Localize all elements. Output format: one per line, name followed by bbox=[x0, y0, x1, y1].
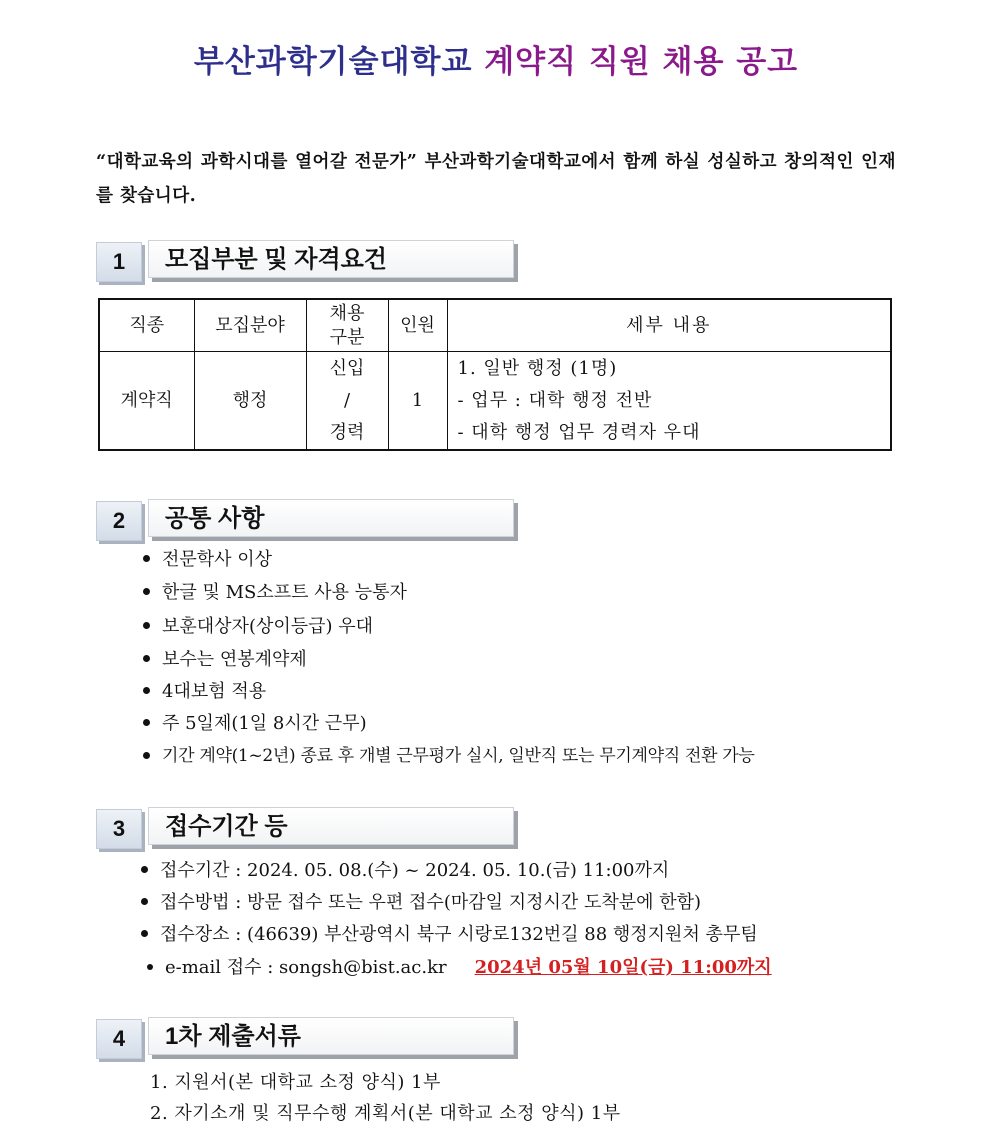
cell-category bbox=[306, 352, 388, 451]
bullet-icon bbox=[143, 752, 150, 759]
title-notice: 계약직 직원 채용 공고 bbox=[484, 44, 799, 80]
bullet-icon bbox=[143, 555, 150, 562]
section-title: 모집부분 및 자격요건 bbox=[148, 240, 514, 278]
bullet-icon bbox=[147, 964, 153, 970]
category-line: 신입 bbox=[329, 357, 365, 379]
cell-count: 1 bbox=[388, 352, 447, 451]
list-item bbox=[147, 953, 772, 979]
section-title: 1차 제출서류 bbox=[148, 1017, 514, 1055]
detail-line: - 대학 행정 업무 경력자 우대 bbox=[457, 421, 701, 443]
section-title: 접수기간 등 bbox=[148, 807, 514, 845]
category-line: / bbox=[343, 389, 351, 411]
list-item: 기간 계약(1~2년) 종료 후 개별 근무평가 실시, 일반직 또는 무기계약직 전환 가능 bbox=[143, 741, 755, 766]
cell-details bbox=[447, 352, 891, 451]
list-item: 4대보험 적용 bbox=[143, 677, 266, 703]
detail-line: - 업무 : 대학 행정 전반 bbox=[457, 389, 653, 411]
list-item: 접수기간 : 2024. 05. 08.(수) ~ 2024. 05. 10.(금) 11:00까지 bbox=[141, 856, 669, 882]
col-header: 직종 bbox=[99, 299, 194, 352]
list-item: 보수는 연봉계약제 bbox=[143, 645, 307, 671]
list-item: 접수장소 : (46639) 부산광역시 북구 시랑로132번길 88 행정지원처 총무팀 bbox=[141, 920, 758, 946]
section-number: 2 bbox=[96, 501, 142, 541]
list-item: 접수방법 : 방문 접수 또는 우편 접수(마감일 지정시간 도착분에 한함) bbox=[141, 888, 701, 914]
col-header: 모집분야 bbox=[194, 299, 306, 352]
bullet-icon bbox=[143, 622, 150, 629]
col-header: 채용 구분 bbox=[306, 299, 388, 352]
bullet-icon bbox=[141, 866, 148, 873]
section-2-header bbox=[96, 499, 522, 543]
section-1-header bbox=[96, 240, 522, 284]
bullet-icon bbox=[141, 930, 148, 937]
page-title bbox=[0, 36, 992, 81]
list-item: 보훈대상자(상이등급) 우대 bbox=[143, 612, 373, 638]
detail-line: 1. 일반 행정 (1명) bbox=[457, 357, 618, 379]
list-item: 2. 자기소개 및 직무수행 계획서(본 대학교 소정 양식) 1부 bbox=[150, 1103, 621, 1124]
col-header: 세부 내용 bbox=[447, 299, 891, 352]
bullet-icon bbox=[143, 588, 150, 595]
intro-text: “대학교육의 과학시대를 열어갈 전문가” 부산과학기술대학교에서 함께 하실 성실하고 창의적인 인재를 찾습니다. bbox=[96, 152, 896, 206]
bullet-icon bbox=[143, 655, 150, 662]
list-item: 주 5일제(1일 8시간 근무) bbox=[143, 709, 367, 735]
bullet-icon bbox=[141, 898, 148, 905]
category-line: 경력 bbox=[329, 421, 365, 443]
section-number: 1 bbox=[96, 242, 142, 282]
section-number: 3 bbox=[96, 809, 142, 849]
section-3-header bbox=[96, 807, 522, 851]
bullet-icon bbox=[143, 719, 150, 726]
table-header-row bbox=[99, 299, 891, 352]
list-item: 전문학사 이상 bbox=[143, 545, 272, 571]
bullet-icon bbox=[143, 687, 150, 694]
section-title: 공통 사항 bbox=[148, 499, 514, 537]
cell-type: 계약직 bbox=[99, 352, 194, 451]
deadline-highlight: 2024년 05월 10일(금) 11:00까지 bbox=[474, 957, 772, 978]
recruit-table bbox=[98, 298, 892, 451]
col-header: 인원 bbox=[388, 299, 447, 352]
list-item: 한글 및 MS소프트 사용 능통자 bbox=[143, 578, 407, 604]
section-4-header bbox=[96, 1017, 522, 1061]
cell-field: 행정 bbox=[194, 352, 306, 451]
email-text: e-mail 접수 : songsh@bist.ac.kr bbox=[165, 957, 447, 978]
section-number: 4 bbox=[96, 1019, 142, 1059]
list-item: 1. 지원서(본 대학교 소정 양식) 1부 bbox=[150, 1072, 441, 1093]
table-row bbox=[99, 352, 891, 451]
title-university: 부산과학기술대학교 bbox=[193, 44, 473, 80]
